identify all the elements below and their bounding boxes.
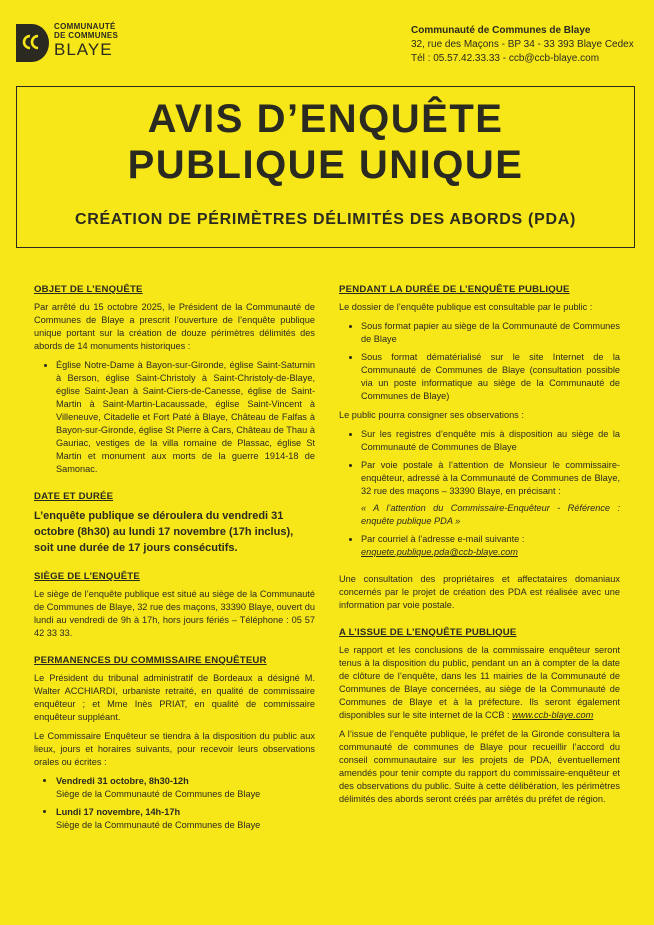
heading-permanences: PERMANENCES DU COMMISSAIRE ENQUÊTEUR	[34, 655, 267, 666]
contact-block	[411, 24, 634, 66]
permanences-text1: Le Président du tribunal administratif de Bordeaux a désigné M. Walter ACCHIARDI, urbaniste retraité, en qualité de commissaire enquêteur ; et Mme Inès PRIAT, en qualité de commissaire enquêteur suppléant.	[34, 673, 315, 722]
permanence-item	[56, 806, 315, 832]
issue-text1	[339, 644, 620, 722]
email-link[interactable]: enquete.publique.pda@ccb-blaye.com	[361, 547, 518, 557]
consultation-item: • Sous format papier au siège de la Communauté de Communes de Blaye	[361, 320, 620, 346]
observation-item	[361, 459, 620, 528]
contact-phone: Tél : 05.57.42.33.33 - ccb@ccb-blaye.com	[411, 53, 600, 64]
logo	[16, 20, 126, 70]
siege-text: Le siège de l’enquête publique est situé au siège de la Communauté de Communes de Blaye, 32 rue des maçons, 33390 Blaye, ouvert du lundi au vendredi de 9h à 17h, hors jours fériés – Téléphone : 05 57 42 33 33.	[34, 589, 315, 638]
left-column	[34, 283, 315, 838]
heading-date: DATE ET DURÉE	[34, 491, 114, 502]
title-box	[16, 86, 635, 248]
heading-objet: OBJET DE L’ENQUÊTE	[34, 284, 143, 295]
page-title-line2: PUBLIQUE UNIQUE	[127, 143, 524, 187]
observation-reference: « A l’attention du Commissaire-Enquêteur - Référence : enquête publique PDA »	[361, 503, 620, 526]
observation-postal-text: Par voie postale à l’attention de Monsieur le commissaire-enquêteur, adressé à la Communauté de Communes de Blaye, 32 rue des maçons – 33390 Blaye, en précisant :	[361, 460, 620, 496]
contact-org: Communauté de Communes de Blaye	[411, 25, 591, 36]
pendant-text1: Le dossier de l’enquête publique est consultable par le public :	[339, 302, 593, 312]
monuments-list-item: • Église Notre-Dame à Bayon-sur-Gironde, église Saint-Saturnin à Berson, église Saint-Christoly à Saint-Christoly-de-Blaye, église Saint-Jean à Saint-Ciers-de-Canesse, église de Saint-Martin à Saint-Martin-Lacaussade, église Saint-Vincent à Villeneuve, Citadelle et Fort Paté à Blaye, Château de Falfas à Bayon-sur-Gironde, église St Pierre à Cars, Château de Thau à Gauriac, vestiges de la villa romaine de Plassac, église St Martin et monument aux morts de la guerre 1914-18 de Samonac.	[56, 359, 315, 476]
ccb-logo-icon	[16, 22, 50, 62]
logo-line1: COMMUNAUTÉ	[54, 22, 116, 31]
issue-text2: A l’issue de l’enquête publique, le préfet de la Gironde consultera la communauté de communes de Blaye pour recueillir l’accord du conseil communautaire sur les projets de PDA, éventuellement amendés pour tenir compte du rapport du commissaire-enquêteur et des observations du public. Suite à cette délibération, les périmètres délimités des abords seront créés par arrêtés du préfet de région.	[339, 729, 620, 804]
heading-pendant: PENDANT LA DURÉE DE L’ENQUÊTE PUBLIQUE	[339, 284, 570, 295]
website-link[interactable]: www.ccb-blaye.com	[512, 710, 594, 720]
logo-line2: DE COMMUNES	[54, 30, 119, 40]
heading-issue: A L’ISSUE DE L’ENQUÊTE PUBLIQUE	[339, 627, 517, 638]
permanence-item	[56, 775, 315, 801]
observation-item: • Sur les registres d’enquête mis à disposition au siège de la Communauté de Communes de Blaye	[361, 428, 620, 454]
logo-text	[54, 23, 118, 59]
page-title-line1: AVIS D’ENQUÊTE	[147, 97, 504, 141]
heading-siege: SIÈGE DE L’ENQUÊTE	[34, 571, 140, 582]
permanence-where: Siège de la Communauté de Communes de Blaye	[56, 820, 261, 830]
objet-text: Par arrêté du 15 octobre 2025, le Président de la Communauté de Communes de Blaye a prescrit l’ouverture de l’enquête publique unique portant sur la création de douze périmètres délimités des abords de 14 monuments historiques :	[34, 302, 315, 351]
permanences-text2: Le Commissaire Enquêteur se tiendra à la disposition du public aux lieux, jours et horaires suivants, pour recevoir leurs observations orales ou écrites :	[34, 731, 315, 767]
pendant-text3: Une consultation des propriétaires et affectataires domaniaux concernés par le projet de création des PDA est réalisée avec une information par voie postale.	[339, 574, 620, 610]
permanence-when: Vendredi 31 octobre, 8h30-12h	[56, 776, 189, 786]
page-subtitle: CRÉATION DE PÉRIMÈTRES DÉLIMITÉS DES ABORDS (PDA)	[75, 211, 576, 228]
date-text: L’enquête publique se déroulera du vendredi 31 octobre (8h30) au lundi 17 novembre (17h inclus), soit une durée de 17 jours consécutifs.	[34, 510, 294, 554]
contact-address: 32, rue des Maçons - BP 34 - 33 393 Blaye Cedex	[411, 39, 634, 50]
logo-line3: BLAYE	[54, 40, 113, 59]
observation-email-text: Par courriel à l’adresse e-mail suivante :	[361, 534, 525, 544]
observation-item	[361, 533, 620, 559]
issue-text1-body: Le rapport et les conclusions de la commissaire enquêteur seront tenus à la disposition du public, pendant un an à compter de la date de clôture de l’enquête, dans les 11 mairies de la Communauté de Communes de Blaye concernées, au siège de la Communauté de Communes de Blaye et à la préfecture. Ils seront également disponibles sur le site internet de la CCB :	[339, 645, 620, 720]
permanence-when: Lundi 17 novembre, 14h-17h	[56, 807, 181, 817]
pendant-text2: Le public pourra consigner ses observations :	[339, 410, 524, 420]
permanence-where: Siège de la Communauté de Communes de Blaye	[56, 789, 261, 799]
right-column	[339, 283, 620, 812]
consultation-item: • Sous format dématérialisé sur le site Internet de la Communauté de Communes de Blaye (consultation possible via un poste informatique au siège de la Communauté de Communes de Blaye)	[361, 351, 620, 403]
